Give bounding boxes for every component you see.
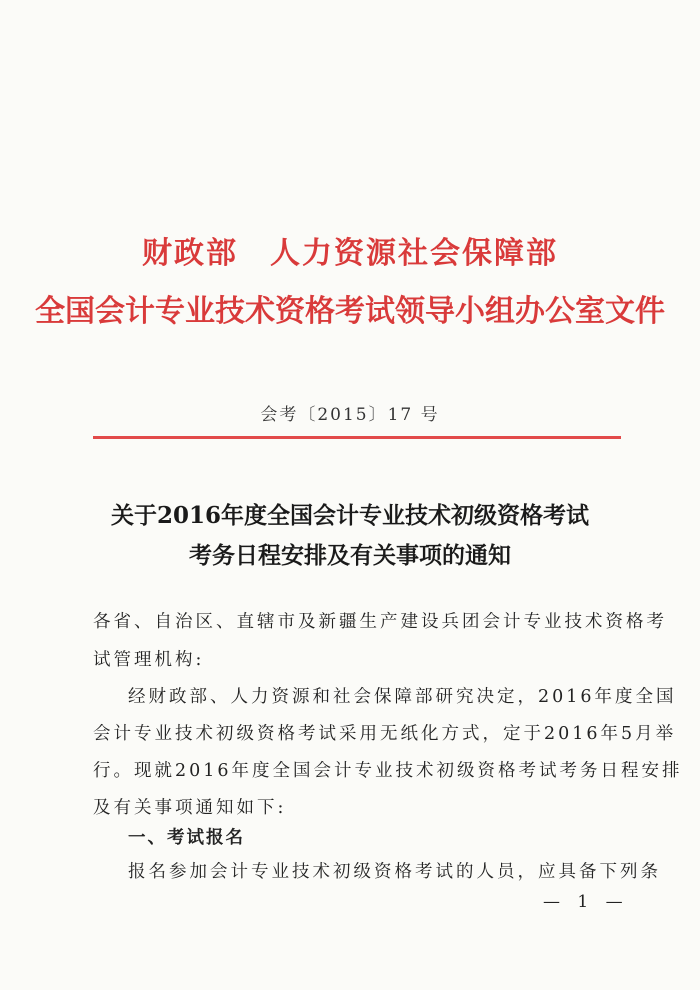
notice-title-line-2: 考务日程安排及有关事项的通知 [189,542,511,569]
document-number: 会考〔2015〕17 号 [260,405,440,425]
addressee-line-1: 各省、自治区、直辖市及新疆生产建设兵团会计专业技术资格考 [93,612,667,632]
issuer-line-1: 财政部 人力资源社会保障部 [142,236,558,271]
paragraph-1-line-2: 会计专业技术初级资格考试采用无纸化方式，定于2016年5月举 [93,724,677,744]
section-1-heading: 一、考试报名 [128,828,245,848]
paragraph-1-line-3: 行。现就2016年度全国会计专业技术初级资格考试考务日程安排 [93,761,683,781]
paragraph-2-line-1: 报名参加会计专业技术初级资格考试的人员，应具备下列条 [128,862,661,882]
notice-title-line-1: 关于2016年度全国会计专业技术初级资格考试 [110,502,589,529]
addressee-line-2: 试管理机构: [93,650,205,670]
paragraph-1-line-1: 经财政部、人力资源和社会保障部研究决定，2016年度全国 [128,687,677,707]
red-divider-rule [93,436,621,439]
issuer-line-2: 全国会计专业技术资格考试领导小组办公室文件 [35,294,665,329]
paragraph-1-line-4: 及有关事项通知如下: [93,798,287,818]
page-number: — 1 — [543,892,629,912]
